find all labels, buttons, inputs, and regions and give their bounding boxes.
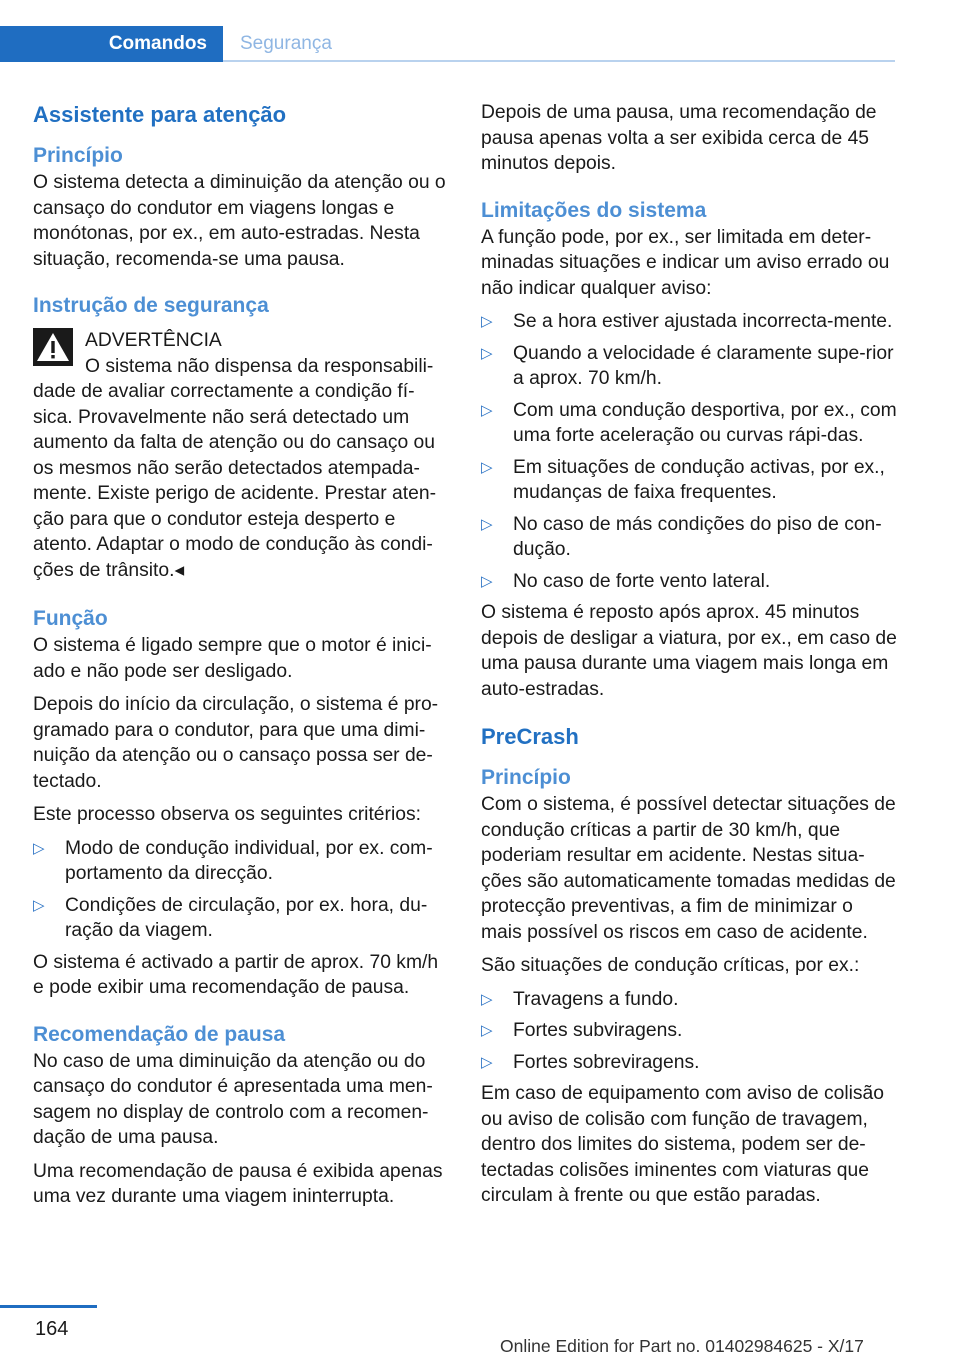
- list-item: ▷ No caso de forte vento lateral.: [481, 569, 897, 595]
- bullet-triangle-icon: ▷: [481, 572, 493, 590]
- critical-situations-list: [481, 987, 897, 1076]
- list-item: ▷ Em situações de condução activas, por ex., mudanças de faixa frequentes.: [481, 456, 885, 503]
- bullet-triangle-icon: ▷: [481, 515, 493, 533]
- limits-text-2: O sistema é reposto após aprox. 45 minutos depois de desligar a viatura, por ex., em caso de uma pausa durante uma viagem mais longa em auto-estradas.: [481, 602, 897, 700]
- bullet-triangle-icon: ▷: [481, 344, 493, 362]
- limits-text-1: A função pode, por ex., ser limitada em deter‐minadas situações e indicar um aviso errado ou não indicar qualquer aviso:: [481, 226, 890, 299]
- function-text-3: Este processo observa os seguintes critérios:: [33, 804, 421, 825]
- precrash-text-2: São situações de condução críticas, por ex.:: [481, 955, 860, 976]
- function-text-1: O sistema é ligado sempre que o motor é inici‐ado e não pode ser desligado.: [33, 635, 432, 682]
- section-tabs: [0, 26, 895, 62]
- bullet-triangle-icon: ▷: [481, 401, 493, 419]
- function-text-4: O sistema é activado a partir de aprox. 70 km/h e pode exibir uma recomendação de pausa.: [33, 951, 439, 998]
- heading-pause-recommendation: Recomendação de pausa: [33, 1022, 286, 1046]
- list-item: ▷ Quando a velocidade é claramente supe‐rior a aprox. 70 km/h.: [481, 342, 894, 389]
- pause-text-1: No caso de uma diminuição da atenção ou do cansaço do condutor é apresentada uma men‐sagem no display de controlo com a recomen‐dação de uma pausa.: [33, 1050, 433, 1148]
- tab-comandos[interactable]: Comandos: [0, 26, 223, 62]
- criteria-list: [33, 836, 449, 944]
- precrash-text-1: Com o sistema, é possível detectar situações de condução críticas a partir de 30 km/h, que poderiam resultar em acidente. Nestas situa‐ções são automaticamente tomadas medidas de protecção preventivas, a fim de minimizar o mais possível os riscos em caso de acidente.: [481, 794, 896, 943]
- section-title-precrash: PreCrash: [481, 724, 579, 749]
- list-item: ▷ Fortes sobreviragens.: [481, 1050, 897, 1076]
- function-text-2: Depois do início da circulação, o sistema é pro‐gramado para o condutor, para que uma dimi‐nuição da atenção ou o cansaço possa ser de‐tectado.: [33, 694, 439, 792]
- precrash-text-3: Em caso de equipamento com aviso de colisão ou aviso de colisão com função de travagem, dentro dos limites do sistema, podem ser de‐tectadas colisões iminentes com viaturas que circulam à frente ou que estão paradas.: [481, 1083, 884, 1206]
- list-item: ▷ Com uma condução desportiva, por ex., com uma forte aceleração ou curvas rápi‐das.: [481, 399, 897, 446]
- bullet-triangle-icon: ▷: [481, 1022, 493, 1039]
- heading-principle: Princípio: [33, 144, 123, 167]
- heading-precrash-principle: Princípio: [481, 766, 571, 789]
- warning-text: dade de avaliar correctamente a condição fí‐sica. Provavelmente não será detectado um aumento da falta de atenção ou do cansaço ou os mesmos não serão detectados atempada‐mente. Existe perigo de acidente. Prestar aten‐ção para que o condutor esteja desperto e atento. Adaptar o modo de condução às condi‐ções de trânsito.◂: [33, 381, 436, 581]
- list-item: ▷ Travagens a fundo.: [481, 987, 897, 1013]
- bullet-triangle-icon: ▷: [481, 1053, 493, 1071]
- footer-accent-line: [0, 1305, 97, 1308]
- warning-triangle-icon: [33, 328, 73, 366]
- warning-title: ADVERTÊNCIA: [85, 330, 222, 351]
- heading-system-limits: Limitações do sistema: [481, 198, 707, 222]
- tab-seguranca[interactable]: Segurança: [240, 33, 332, 54]
- bullet-triangle-icon: ▷: [481, 458, 493, 476]
- right-column: [481, 100, 897, 1217]
- principle-text: O sistema detecta a diminuição da atenção ou o cansaço do condutor em viagens longas e monótonas, por ex., em auto-estradas. Nesta situação, recomenda-se uma pausa.: [33, 172, 446, 270]
- heading-safety: Instrução de segurança: [33, 294, 269, 317]
- tab-divider: [223, 60, 895, 62]
- list-item: ▷ Modo de condução individual, por ex. com‐portamento da direcção.: [33, 837, 433, 884]
- pause-text-3: Depois de uma pausa, uma recomendação de pausa apenas volta a ser exibida cerca de 45 minutos depois.: [481, 102, 877, 174]
- list-item: ▷ No caso de más condições do piso de con‐dução.: [481, 513, 882, 560]
- bullet-triangle-icon: ▷: [481, 313, 493, 330]
- list-item: ▷ Se a hora estiver ajustada incorrecta‐mente.: [481, 309, 897, 335]
- page-number: 164: [35, 1318, 69, 1340]
- bullet-triangle-icon: ▷: [33, 839, 45, 857]
- edition-note: Online Edition for Part no. 01402984625 - X/17: [500, 1336, 864, 1356]
- bullet-triangle-icon: ▷: [33, 896, 45, 914]
- left-column: [33, 100, 449, 1218]
- warning-block: [33, 326, 449, 583]
- heading-function: Função: [33, 607, 108, 630]
- list-item: ▷ Fortes subviragens.: [481, 1018, 897, 1044]
- list-item: ▷ Condições de circulação, por ex. hora, du‐ração da viagem.: [33, 894, 428, 941]
- pause-text-2: Uma recomendação de pausa é exibida apenas uma vez durante uma viagem ininterrupta.: [33, 1160, 443, 1207]
- warning-text-first-line: O sistema não dispensa da responsabili‐: [85, 355, 434, 377]
- limits-list: [481, 309, 897, 594]
- section-title-attention-assistant: Assistente para atenção: [33, 102, 287, 127]
- bullet-triangle-icon: ▷: [481, 990, 493, 1008]
